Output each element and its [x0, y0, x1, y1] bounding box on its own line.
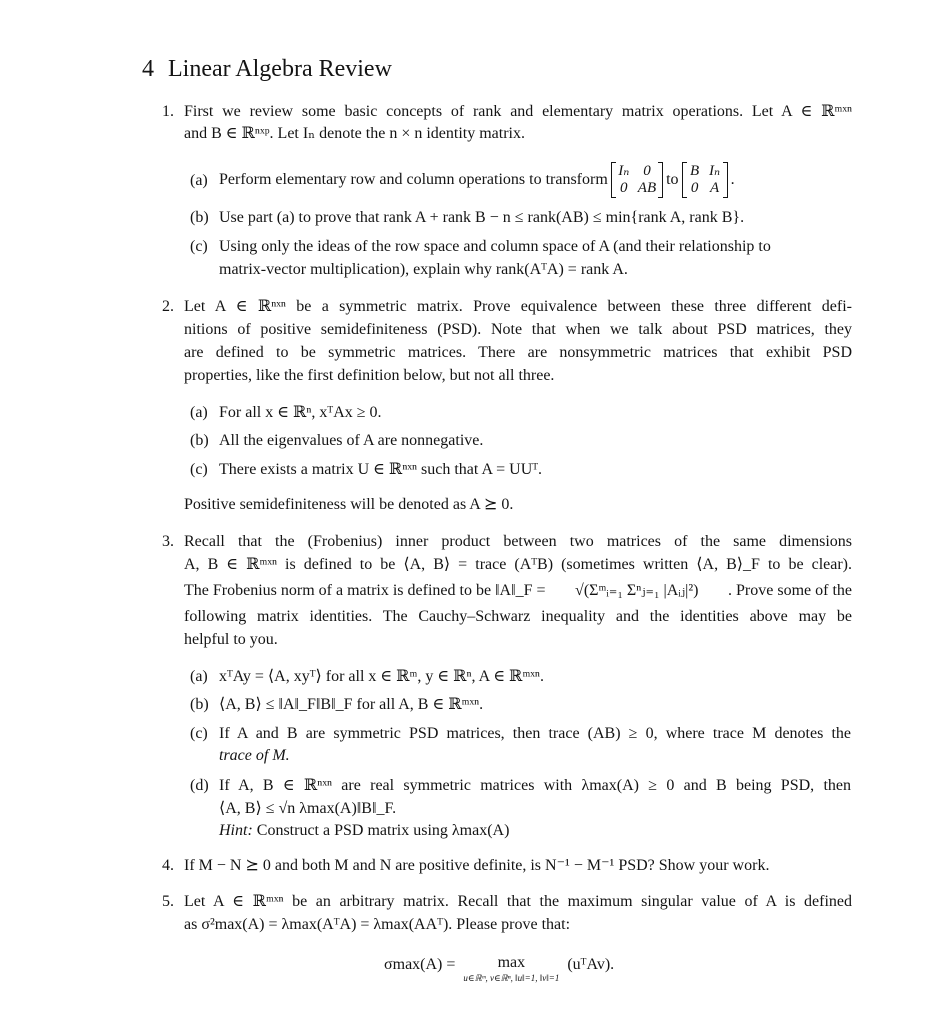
problem-3-line-5: helpful to you.: [184, 631, 278, 648]
problem-2c-label: (c): [190, 461, 208, 478]
frobenius-formula: √(Σᵐᵢ₌₁ Σⁿⱼ₌₁ |Aᵢⱼ|²): [575, 582, 699, 599]
problem-2-line-1: Let A ∈ ℝⁿˣⁿ be a symmetric matrix. Prove equivalence between these three different defi-: [184, 298, 852, 315]
matrix-block-1: [611, 163, 663, 197]
problem-3a-text: xᵀAy = ⟨A, xyᵀ⟩ for all x ∈ ℝᵐ, y ∈ ℝⁿ, A ∈ ℝᵐˣⁿ.: [219, 668, 544, 685]
problem-5-label: 5.: [162, 893, 174, 910]
section-title: [142, 54, 392, 84]
problem-2-note: Positive semidefiniteness will be denoted as A ⪰ 0.: [184, 496, 514, 513]
problem-3-label: 3.: [162, 533, 174, 550]
hint-label: Hint:: [219, 822, 253, 839]
problem-1a-to: to: [666, 171, 679, 188]
section-title-text: Linear Algebra Review: [168, 56, 392, 82]
problem-1a-end: .: [730, 171, 735, 188]
problem-3-line-3-pre: The Frobenius norm of a matrix is defined to be ‖A‖_F =: [184, 582, 546, 599]
problem-3d-line-1: If A, B ∈ ℝⁿˣⁿ are real symmetric matrices with λmax(A) ≥ 0 and B being PSD, then: [219, 777, 851, 794]
problem-2a-label: (a): [190, 404, 208, 421]
equation-lhs: σmax(A) =: [384, 956, 456, 973]
problem-2a-text: For all x ∈ ℝⁿ, xᵀAx ≥ 0.: [219, 404, 382, 421]
problem-1c-line-2: matrix-vector multiplication), explain why rank(AᵀA) = rank A.: [219, 261, 628, 278]
equation-max: max: [497, 954, 526, 971]
problem-3a-label: (a): [190, 668, 208, 685]
problem-2c-text: There exists a matrix U ∈ ℝⁿˣⁿ such that A = UUᵀ.: [219, 461, 543, 478]
problem-1a: [219, 160, 735, 200]
problem-2b-text: All the eigenvalues of A are nonnegative.: [219, 432, 484, 449]
problem-5-line-1: Let A ∈ ℝᵐˣⁿ be an arbitrary matrix. Recall that the maximum singular value of A is defined: [184, 893, 852, 910]
section-number: 4: [142, 56, 154, 82]
problem-3-line-2: A, B ∈ ℝᵐˣⁿ is defined to be ⟨A, B⟩ = trace (AᵀB) (sometimes written ⟨A, B⟩_F to be clear).: [184, 556, 852, 573]
matrix-1-cell: AB: [637, 180, 657, 196]
problem-1a-label: (a): [190, 172, 208, 189]
matrix-1-cell: Iₙ: [618, 163, 630, 179]
equation-max-operator: [463, 953, 559, 984]
problem-2b-label: (b): [190, 432, 209, 449]
problem-1a-text: Perform elementary row and column operations to transform: [219, 171, 608, 188]
problem-1-line-1: First we review some basic concepts of rank and elementary matrix operations. Let A ∈ ℝᵐˣⁿ: [184, 103, 852, 120]
equation-rhs: (uᵀAv).: [567, 956, 615, 973]
matrix-2-cell: B: [689, 163, 700, 179]
matrix-2-cell: Iₙ: [709, 163, 721, 179]
matrix-1-cell: 0: [620, 180, 628, 196]
problem-3-line-3: [184, 580, 852, 602]
problem-3c-line-1: If A and B are symmetric PSD matrices, then trace (AB) ≥ 0, where trace M denotes the: [219, 725, 851, 742]
problem-3-line-3-post: . Prove some of the: [728, 582, 852, 599]
problem-1c-line-1: Using only the ideas of the row space and column space of A (and their relationship to: [219, 238, 771, 255]
problem-3d-label: (d): [190, 777, 209, 794]
problem-3b-label: (b): [190, 696, 209, 713]
problem-3c-label: (c): [190, 725, 208, 742]
problem-1b-text: Use part (a) to prove that rank A + rank B − n ≤ rank(AB) ≤ min{rank A, rank B}.: [219, 209, 745, 226]
matrix-2-cell: 0: [690, 180, 699, 196]
matrix-2-cell: A: [709, 180, 720, 196]
problem-3b-text: ⟨A, B⟩ ≤ ‖A‖_F‖B‖_F for all A, B ∈ ℝᵐˣⁿ.: [219, 696, 484, 713]
problem-1-label: 1.: [162, 103, 174, 120]
matrix-1-cell: 0: [643, 163, 651, 179]
problem-1b-label: (b): [190, 209, 209, 226]
problem-4-label: 4.: [162, 857, 174, 874]
problem-3-line-1: Recall that the (Frobenius) inner product between two matrices of the same dimensions: [184, 533, 852, 550]
equation-max-subscript: u∈ℝᵐ, v∈ℝⁿ, ‖u‖=1, ‖v‖=1: [463, 973, 560, 983]
matrix-block-2: [682, 163, 728, 197]
problem-3c-line-2: trace of M.: [219, 747, 290, 764]
problem-2-line-4: properties, like the first definition below, but not all three.: [184, 367, 555, 384]
problem-3d-hint: [219, 820, 509, 842]
problem-2-line-2: nitions of positive semidefiniteness (PSD). Note that when we talk about PSD matrices, they: [184, 321, 852, 338]
problem-5-line-2: as σ²max(A) = λmax(AᵀA) = λmax(AAᵀ). Please prove that:: [184, 916, 571, 933]
display-equation: [384, 953, 614, 984]
problem-2-label: 2.: [162, 298, 174, 315]
problem-3d-line-2: ⟨A, B⟩ ≤ √n λmax(A)‖B‖_F.: [219, 800, 397, 817]
problem-3-line-4: following matrix identities. The Cauchy–Schwarz inequality and the identities above may be: [184, 608, 852, 625]
problem-1-line-2: and B ∈ ℝⁿˣᵖ. Let Iₙ denote the n × n identity matrix.: [184, 125, 525, 142]
problem-2-line-3: are defined to be symmetric matrices. There are nonsymmetric matrices that exhibit PSD: [184, 344, 852, 361]
problem-4-text: If M − N ⪰ 0 and both M and N are positive definite, is N⁻¹ − M⁻¹ PSD? Show your work.: [184, 857, 770, 874]
problem-1c-label: (c): [190, 238, 208, 255]
hint-text: Construct a PSD matrix using λmax(A): [256, 822, 510, 839]
